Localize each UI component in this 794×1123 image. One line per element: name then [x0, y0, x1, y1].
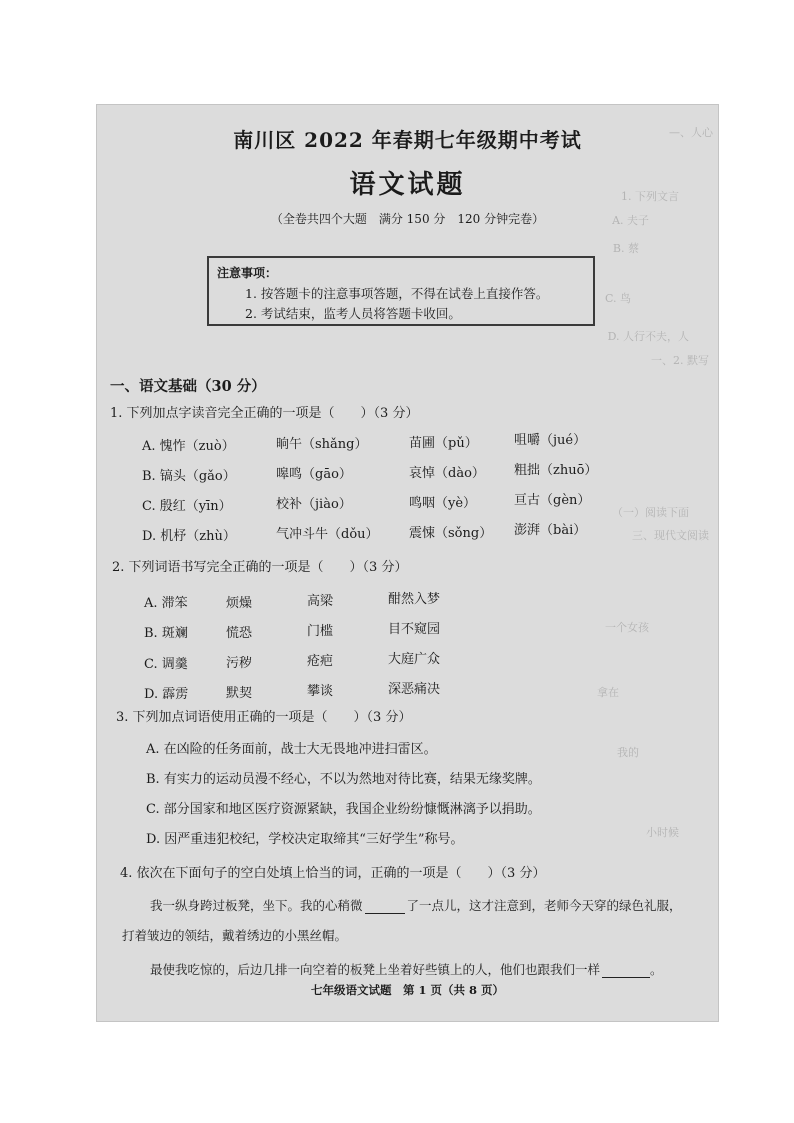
option-cell: 震悚（sǒng）	[409, 526, 493, 541]
notice-box	[207, 256, 595, 326]
option-cell: D. 霹雳	[144, 687, 189, 702]
option-cell: B. 斑斓	[144, 626, 188, 641]
question-stem: 4. 依次在下面句子的空白处填上恰当的词，正确的一项是（ ）（3 分）	[120, 866, 546, 881]
option-cell: 默契	[226, 686, 253, 701]
option-cell: 攀谈	[307, 684, 334, 699]
blank-line	[365, 898, 405, 914]
notice-item: 1. 按答题卡的注意事项答题，不得在试卷上直接作答。	[245, 286, 549, 301]
exam-title: 南川区 2022 年春期七年级期中考试	[233, 128, 582, 152]
option-line: B. 有实力的运动员漫不经心，不以为然地对待比赛，结果无缘奖牌。	[146, 772, 541, 787]
option-cell: A. 愧怍（zuò）	[142, 439, 235, 454]
passage-text: 最使我吃惊的，后边几排一向空着的板凳上坐着好些镇上的人，他们也跟我们一样	[150, 962, 601, 977]
passage-line	[150, 896, 682, 914]
section-heading: 一、语文基础（30 分）	[110, 378, 266, 395]
option-cell: 粗拙（zhuō）	[514, 463, 598, 478]
option-cell: 污秽	[226, 656, 253, 671]
bleed-text: 拿在	[597, 686, 619, 699]
option-cell: 烦燥	[226, 596, 253, 611]
option-cell: 目不窥园	[388, 622, 441, 637]
question-stem: 1. 下列加点字读音完全正确的一项是（ ）（3 分）	[110, 406, 419, 421]
notice-heading: 注意事项：	[217, 266, 278, 280]
blank-line	[602, 962, 650, 978]
exam-sheet	[96, 104, 719, 1022]
option-cell: 咀嚼（jué）	[514, 433, 587, 448]
option-cell: 晌午（shǎng）	[276, 437, 368, 452]
option-cell: 慌恐	[226, 626, 253, 641]
option-cell: B. 镐头（gǎo）	[142, 469, 236, 484]
option-cell: 疮疤	[307, 654, 334, 669]
passage-text: 了一点儿，这才注意到，老师今天穿的绿色礼服，	[406, 898, 682, 913]
option-cell: 深恶痛决	[388, 682, 441, 697]
passage-line: 最使我吃惊的，后边几排一向空着的板凳上坐着好些镇上的人，他们也跟我们一样 。	[150, 962, 663, 977]
option-cell: 气冲斗牛（dǒu）	[276, 527, 379, 542]
option-line: C. 部分国家和地区医疗资源紧缺，我国企业纷纷慷慨淋漓予以捐助。	[146, 802, 541, 817]
option-cell: 酣然入梦	[388, 592, 441, 607]
passage-text: 我一纵身跨过板凳，坐下。我的心稍微	[150, 898, 363, 913]
bleed-text: 我的	[617, 746, 639, 759]
passage-line: 打着皱边的领结，戴着绣边的小黑丝帽。	[122, 928, 348, 943]
bleed-text: —、人心	[669, 126, 713, 139]
option-cell: 嗥鸣（gāo）	[276, 467, 352, 482]
bleed-text: 三、现代文阅读	[632, 529, 709, 542]
option-cell: 苗圃（pǔ）	[409, 436, 478, 451]
option-cell: D. 机杼（zhù）	[142, 529, 236, 544]
option-cell: 门槛	[307, 624, 334, 639]
bleed-text: C. 鸟	[604, 292, 631, 305]
bleed-text: （一）阅读下面	[612, 506, 689, 519]
bleed-text: 1. 下列文言	[621, 190, 679, 203]
option-cell: 高梁	[307, 594, 334, 609]
option-cell: 亘古（gèn）	[514, 493, 591, 508]
option-cell: C. 殷红（yīn）	[142, 499, 232, 514]
subject-title: 语文试题	[349, 170, 466, 200]
option-line: A. 在凶险的任务面前，战士大无畏地冲进扫雷区。	[146, 742, 437, 757]
option-cell: 大庭广众	[388, 652, 441, 667]
notice-item: 2. 考试结束，监考人员将答题卡收回。	[245, 306, 461, 321]
option-cell: 校补（jiào）	[276, 497, 352, 512]
option-cell: C. 调羹	[144, 657, 188, 672]
page-footer: 七年级语文试题 第 1 页（共 8 页）	[310, 983, 505, 997]
bleed-text: 小时候	[646, 826, 679, 839]
question-stem: 3. 下列加点词语使用正确的一项是（ ）（3 分）	[116, 710, 412, 725]
option-cell: A. 滞笨	[144, 596, 188, 611]
option-cell: 鸣咽（yè）	[409, 496, 477, 511]
exam-meta: （全卷共四个大题 满分 150 分 120 分钟完卷）	[270, 212, 545, 226]
option-cell: 澎湃（bài）	[514, 523, 587, 538]
option-line: D. 因严重违犯校纪，学校决定取缔其“三好学生”称号。	[146, 832, 464, 847]
bleed-text: A. 夫子	[612, 214, 649, 227]
bleed-text: 一个女孩	[605, 621, 649, 634]
question-stem: 2. 下列词语书写完全正确的一项是（ ）（3 分）	[112, 560, 408, 575]
option-cell: 哀悼（dào）	[409, 466, 485, 481]
bleed-text: B. 蔡	[612, 242, 639, 255]
bleed-text: D. 人行不夫，人	[607, 330, 689, 343]
bleed-text: 一、2. 默写	[651, 354, 709, 367]
